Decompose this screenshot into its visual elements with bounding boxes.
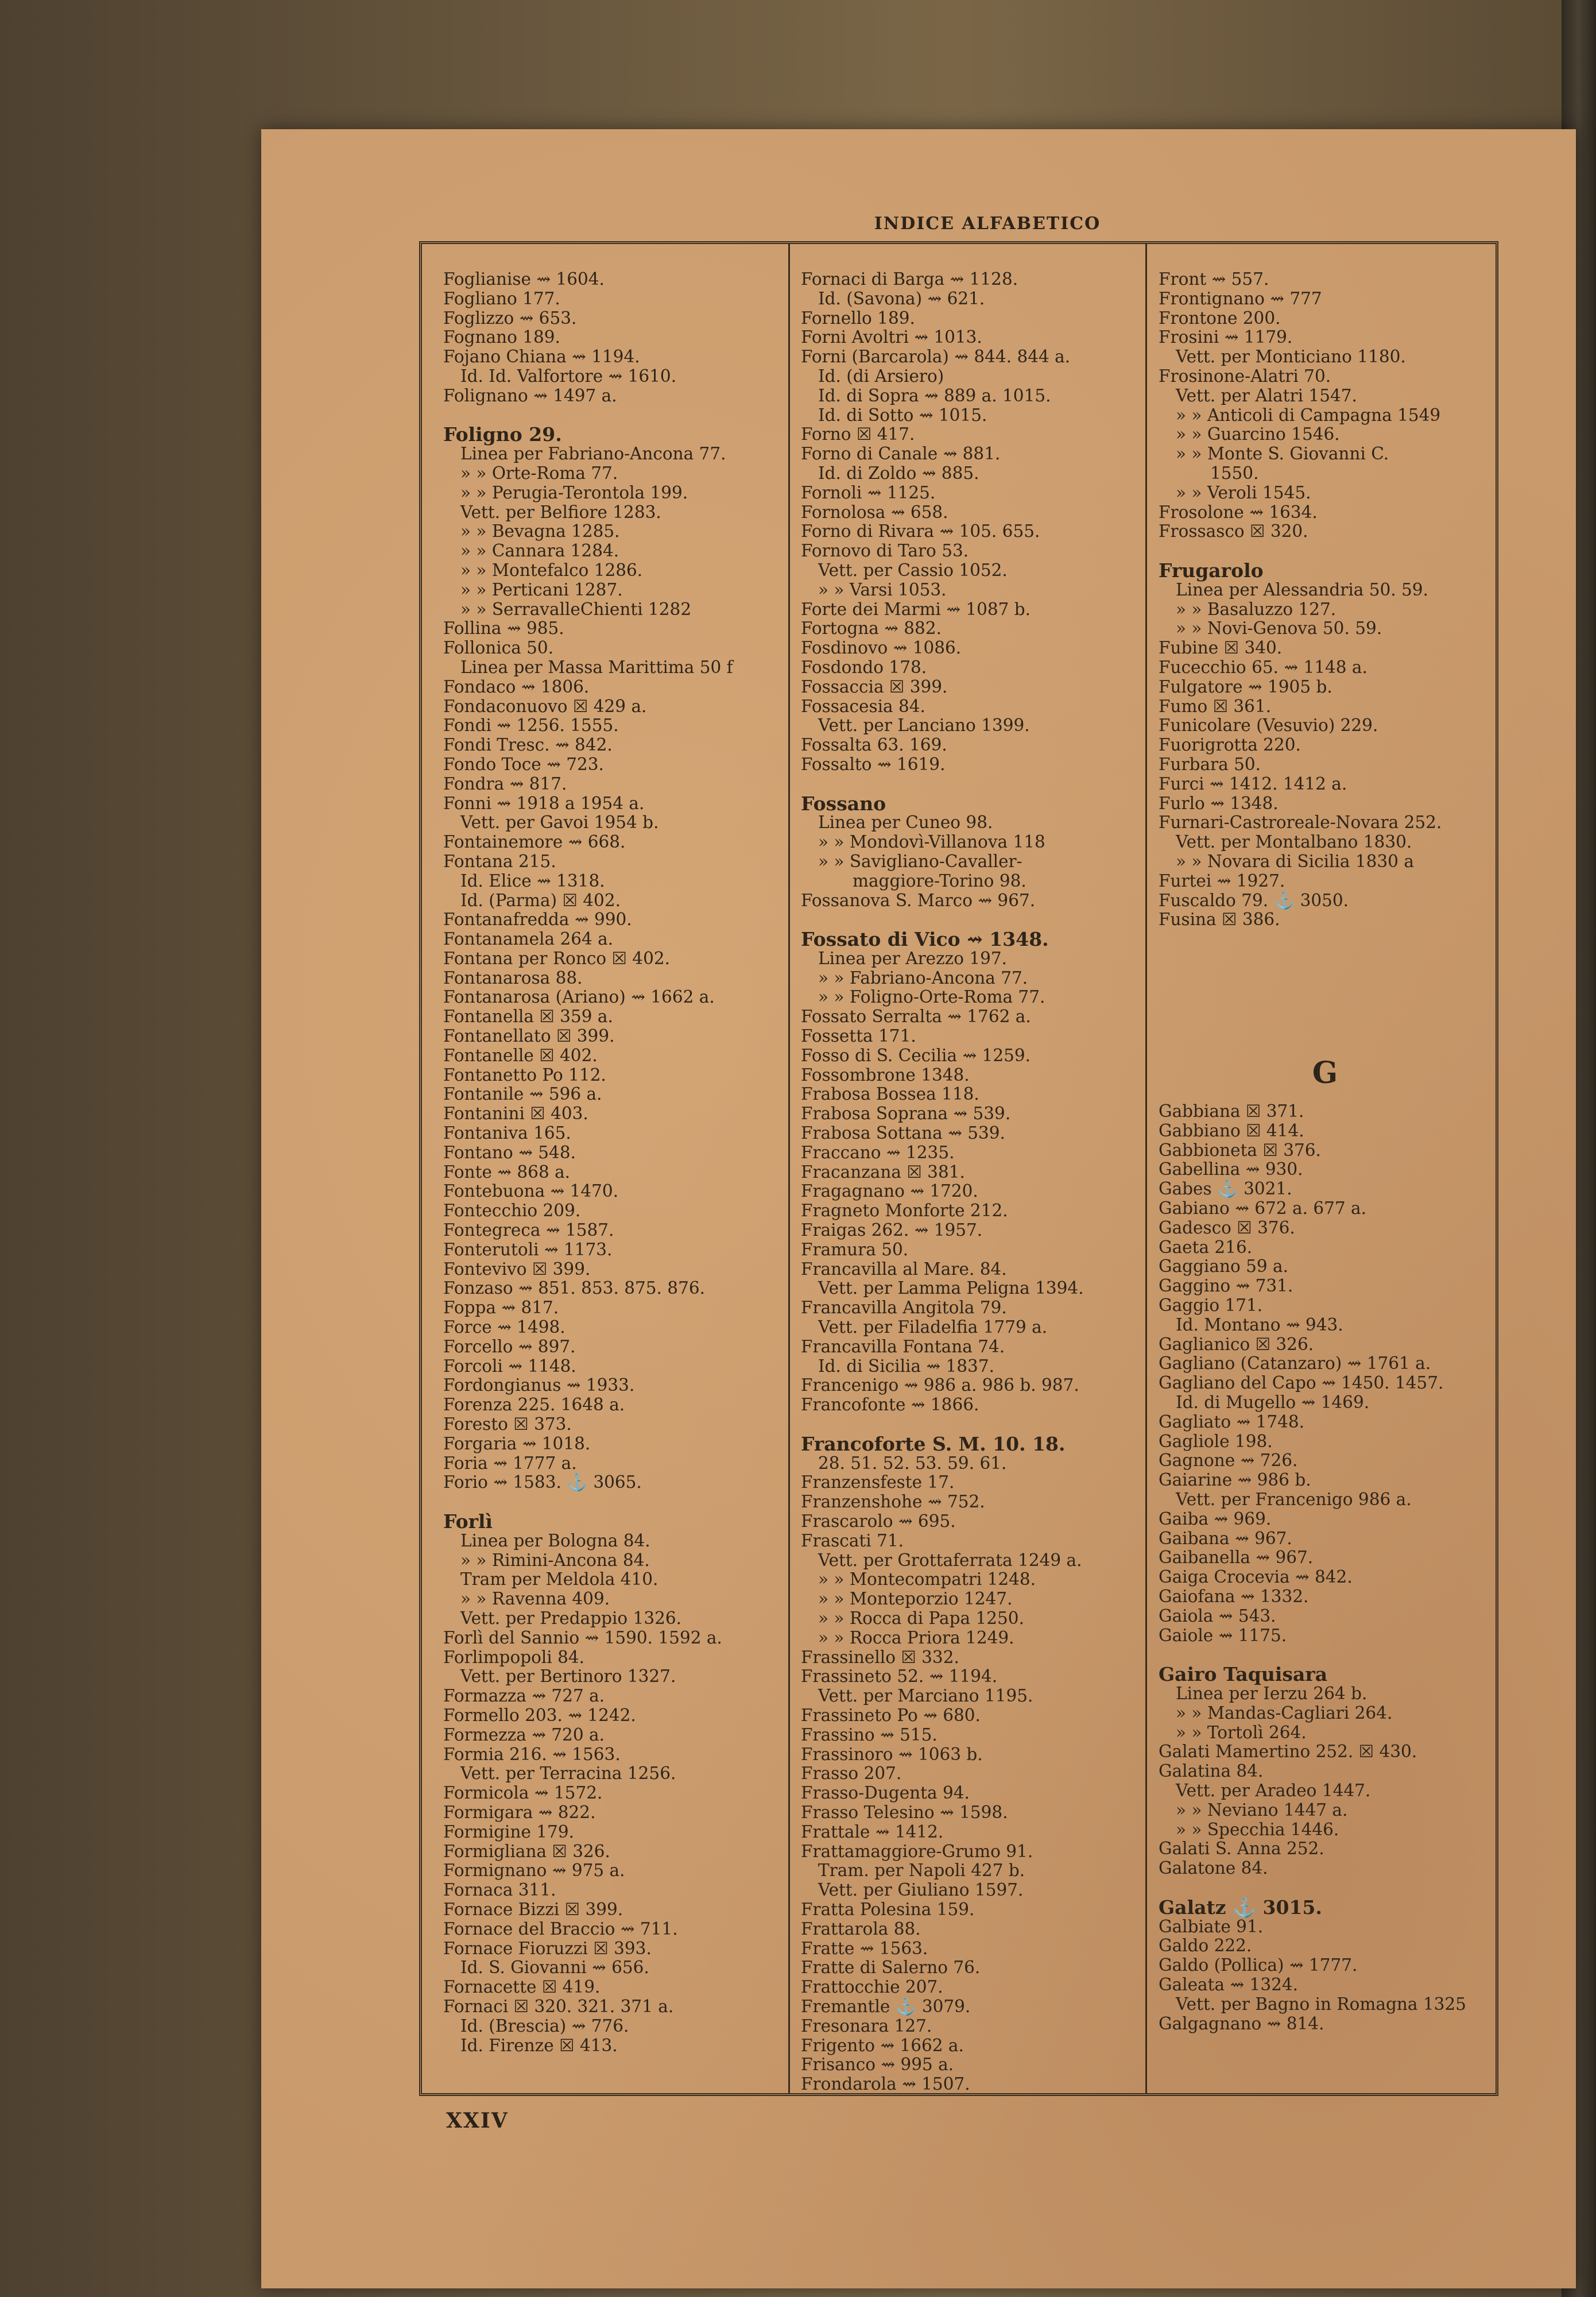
spacer xyxy=(1159,1645,1492,1665)
index-entry: » » Novi-Genova 50. 59. xyxy=(1176,618,1382,639)
index-entry: » » Rocca di Papa 1250. xyxy=(818,1608,1024,1628)
index-entry: Fontebuona ⇝ 1470. xyxy=(443,1181,619,1201)
index-entry: Galatone 84. xyxy=(1159,1858,1268,1878)
index-entry: Id. (di Arsiero) xyxy=(818,366,944,386)
index-entry: Fraigas 262. ⇝ 1957. xyxy=(801,1220,983,1240)
index-entry: Fragneto Monforte 212. xyxy=(801,1201,1008,1221)
index-entry: Vett. per Bagno in Romagna 1325 xyxy=(1176,1994,1466,2014)
index-entry: Fontanarosa (Ariano) ⇝ 1662 a. xyxy=(443,987,715,1007)
index-entry: Formigine 179. xyxy=(443,1822,574,1842)
index-entry: Fontevivo ☒ 399. xyxy=(443,1259,591,1279)
index-column-3 xyxy=(1159,270,1492,2033)
index-entry: Fuscaldo 79. ⚓ 3050. xyxy=(1159,890,1349,910)
index-entry: Fontanamela 264 a. xyxy=(443,929,614,949)
index-entry: Fontano ⇝ 548. xyxy=(443,1142,576,1162)
index-entry: Fosdondo 178. xyxy=(801,657,927,677)
index-entry: Vett. per Alatri 1547. xyxy=(1176,385,1357,405)
index-heading: Frugarolo xyxy=(1159,559,1264,582)
index-entry: Fontanetto Po 112. xyxy=(443,1065,606,1085)
index-entry: » » Mandas-Cagliari 264. xyxy=(1176,1703,1393,1723)
index-entry: Vett. per Lanciano 1399. xyxy=(818,716,1030,736)
index-entry: Fontanile ⇝ 596 a. xyxy=(443,1084,602,1104)
index-entry: Foria ⇝ 1777 a. xyxy=(443,1453,577,1473)
index-entry: » » Montecompatri 1248. xyxy=(818,1569,1036,1590)
index-entry: Fontanafredda ⇝ 990. xyxy=(443,910,632,930)
index-entry: Gagliato ⇝ 1748. xyxy=(1159,1412,1305,1432)
index-entry: Gadesco ☒ 376. xyxy=(1159,1217,1295,1238)
index-entry: Forlimpopoli 84. xyxy=(443,1647,585,1667)
index-entry: Vett. per Francenigo 986 a. xyxy=(1176,1490,1412,1510)
index-entry: » » Tortolì 264. xyxy=(1176,1722,1307,1742)
index-entry: Frattale ⇝ 1412. xyxy=(801,1822,944,1842)
index-entry: Front ⇝ 557. xyxy=(1159,269,1269,289)
index-entry: Foglianise ⇝ 1604. xyxy=(443,269,605,289)
index-entry: Fontanella ☒ 359 a. xyxy=(443,1007,613,1027)
index-entry: Gagliole 198. xyxy=(1159,1431,1273,1451)
index-entry: Gabbiano ☒ 414. xyxy=(1159,1120,1304,1140)
index-entry: Force ⇝ 1498. xyxy=(443,1317,565,1337)
index-entry: Fornaca 311. xyxy=(443,1880,556,1900)
index-entry: » » Neviano 1447 a. xyxy=(1176,1800,1348,1820)
index-entry: Vett. per Lamma Peligna 1394. xyxy=(818,1278,1084,1298)
index-entry: Fosdinovo ⇝ 1086. xyxy=(801,638,962,658)
index-entry: Fornovo di Taro 53. xyxy=(801,541,969,561)
index-entry: Frabosa Bossea 118. xyxy=(801,1084,979,1104)
index-entry: Fumo ☒ 361. xyxy=(1159,696,1272,716)
index-entry: » » Monteporzio 1247. xyxy=(818,1589,1013,1609)
index-entry: Vett. per Marciano 1195. xyxy=(818,1686,1033,1706)
index-entry: 28. 51. 52. 53. 59. 61. xyxy=(818,1453,1007,1473)
index-entry: Id. Id. Valfortore ⇝ 1610. xyxy=(460,366,677,386)
index-entry: Funicolare (Vesuvio) 229. xyxy=(1159,716,1378,736)
index-entry: Tram. per Napoli 427 b. xyxy=(818,1861,1025,1881)
index-entry: Vett. per Belfiore 1283. xyxy=(460,502,661,522)
index-entry: » » Veroli 1545. xyxy=(1176,482,1311,502)
index-entry: Fontanelle ☒ 402. xyxy=(443,1045,598,1065)
index-entry: » » Monte S. Giovanni C. xyxy=(1176,444,1389,464)
index-entry: Id. di Mugello ⇝ 1469. xyxy=(1176,1393,1370,1413)
index-entry: Fogliano 177. xyxy=(443,288,560,308)
index-entry: Fracanzana ☒ 381. xyxy=(801,1162,965,1182)
index-entry: Frontignano ⇝ 777 xyxy=(1159,288,1322,308)
index-entry: Galati Mamertino 252. ☒ 430. xyxy=(1159,1742,1417,1762)
index-entry: Forio ⇝ 1583. ⚓ 3065. xyxy=(443,1472,642,1492)
index-heading: Gairo Taquisara xyxy=(1159,1663,1328,1686)
section-letter: G xyxy=(1312,1055,1338,1091)
index-entry: Forlì del Sannio ⇝ 1590. 1592 a. xyxy=(443,1627,722,1648)
index-entry: Gabbioneta ☒ 376. xyxy=(1159,1140,1321,1160)
index-entry: Fontanini ☒ 403. xyxy=(443,1104,588,1124)
index-entry: Fonte ⇝ 868 a. xyxy=(443,1162,571,1182)
index-entry: Fordongianus ⇝ 1933. xyxy=(443,1375,635,1395)
index-entry: » » Savigliano-Cavaller- xyxy=(818,851,1022,871)
index-entry: » » Guarcino 1546. xyxy=(1176,424,1340,444)
index-entry: Fornace del Braccio ⇝ 711. xyxy=(443,1919,678,1939)
index-entry: Frosini ⇝ 1179. xyxy=(1159,327,1293,347)
index-entry: Gaiola ⇝ 543. xyxy=(1159,1606,1276,1626)
index-entry: Frattocchie 207. xyxy=(801,1977,943,1997)
index-entry: » » Ravenna 409. xyxy=(460,1589,610,1609)
index-entry: » » Varsi 1053. xyxy=(818,579,947,600)
index-entry: Gaibanella ⇝ 967. xyxy=(1159,1548,1314,1568)
index-entry: Gagliano del Capo ⇝ 1450. 1457. xyxy=(1159,1373,1444,1393)
index-entry: Galbiate 91. xyxy=(1159,1916,1264,1936)
index-entry: Galdo (Pollica) ⇝ 1777. xyxy=(1159,1955,1358,1975)
index-entry: 1550. xyxy=(1210,463,1259,483)
index-entry: maggiore-Torino 98. xyxy=(853,871,1026,891)
index-entry: Frascarolo ⇝ 695. xyxy=(801,1511,956,1531)
index-entry: Id. di Sopra ⇝ 889 a. 1015. xyxy=(818,385,1051,405)
index-entry: Fornello 189. xyxy=(801,308,915,328)
index-entry: Frabosa Sottana ⇝ 539. xyxy=(801,1123,1005,1143)
index-entry: Fuorigrotta 220. xyxy=(1159,735,1301,755)
index-entry: » » Orte-Roma 77. xyxy=(460,463,618,483)
index-heading: Galatz ⚓ 3015. xyxy=(1159,1896,1322,1919)
index-entry: Galgagnano ⇝ 814. xyxy=(1159,2013,1324,2033)
index-entry: Linea per Arezzo 197. xyxy=(818,948,1008,968)
index-entry: Francofonte ⇝ 1866. xyxy=(801,1395,979,1415)
index-entry: Fossetta 171. xyxy=(801,1026,916,1046)
column-divider xyxy=(788,244,790,2093)
index-entry: Vett. per Grottaferrata 1249 a. xyxy=(818,1550,1082,1570)
index-entry: Fornaci ☒ 320. 321. 371 a. xyxy=(443,1996,674,2016)
index-entry: » » Foligno-Orte-Roma 77. xyxy=(818,987,1045,1007)
index-entry: Framura 50. xyxy=(801,1239,909,1259)
index-entry: Frossasco ☒ 320. xyxy=(1159,521,1308,542)
index-entry: Fratte di Salerno 76. xyxy=(801,1958,981,1978)
index-entry: Fontainemore ⇝ 668. xyxy=(443,832,626,852)
index-entry: Gabellina ⇝ 930. xyxy=(1159,1159,1303,1180)
index-entry: Fubine ☒ 340. xyxy=(1159,638,1283,658)
index-entry: Fratta Polesina 159. xyxy=(801,1899,975,1919)
index-entry: Formignano ⇝ 975 a. xyxy=(443,1861,625,1881)
index-entry: Fondra ⇝ 817. xyxy=(443,774,567,794)
index-entry: Foglizzo ⇝ 653. xyxy=(443,308,577,328)
index-entry: Id. S. Giovanni ⇝ 656. xyxy=(460,1958,649,1978)
index-entry: Gaibana ⇝ 967. xyxy=(1159,1528,1292,1548)
index-entry: Vett. per Bertinoro 1327. xyxy=(460,1666,676,1687)
index-entry: Fusina ☒ 386. xyxy=(1159,910,1280,930)
index-entry: Frosinone-Alatri 70. xyxy=(1159,366,1331,386)
index-entry: Linea per Cuneo 98. xyxy=(818,813,993,833)
index-entry: Linea per Bologna 84. xyxy=(460,1530,650,1550)
index-entry: Frassineto Po ⇝ 680. xyxy=(801,1705,981,1725)
index-entry: Id. (Parma) ☒ 402. xyxy=(460,890,621,910)
index-entry: Tram per Meldola 410. xyxy=(460,1569,658,1590)
index-entry: Fontanellato ☒ 399. xyxy=(443,1026,615,1046)
index-entry: » » Novara di Sicilia 1830 a xyxy=(1176,851,1414,871)
index-entry: Formigliana ☒ 326. xyxy=(443,1841,610,1861)
index-entry: Francavilla Fontana 74. xyxy=(801,1336,1005,1356)
index-entry: Fondi Tresc. ⇝ 842. xyxy=(443,735,613,755)
index-entry: Follina ⇝ 985. xyxy=(443,618,564,639)
index-entry: Id. di Zoldo ⇝ 885. xyxy=(818,463,979,483)
index-entry: Fornolosa ⇝ 658. xyxy=(801,502,948,522)
index-entry: Fucecchio 65. ⇝ 1148 a. xyxy=(1159,657,1368,677)
index-entry: Gaggio 171. xyxy=(1159,1296,1263,1316)
index-entry: Forenza 225. 1648 a. xyxy=(443,1395,625,1415)
index-entry: Forte dei Marmi ⇝ 1087 b. xyxy=(801,599,1031,619)
index-entry: Vett. per Terracina 1256. xyxy=(460,1764,676,1784)
index-entry: Id. Firenze ☒ 413. xyxy=(460,2035,618,2055)
index-entry: Forcello ⇝ 897. xyxy=(443,1336,576,1356)
index-entry: Frassinello ☒ 332. xyxy=(801,1647,959,1667)
index-entry: Foppa ⇝ 817. xyxy=(443,1298,559,1318)
index-entry: Fontaniva 165. xyxy=(443,1123,571,1143)
index-entry: Fonzaso ⇝ 851. 853. 875. 876. xyxy=(443,1278,705,1298)
index-entry: Id. Elice ⇝ 1318. xyxy=(460,871,605,891)
index-entry: Galatina 84. xyxy=(1159,1761,1264,1781)
index-entry: Id. di Sicilia ⇝ 1837. xyxy=(818,1356,994,1376)
spacer xyxy=(1159,1878,1492,1898)
index-entry: Formicola ⇝ 1572. xyxy=(443,1783,603,1803)
index-entry: Frontone 200. xyxy=(1159,308,1281,328)
index-entry: Frasso-Dugenta 94. xyxy=(801,1783,970,1803)
index-entry: » » Montefalco 1286. xyxy=(460,560,643,580)
index-entry: Fondaco ⇝ 1806. xyxy=(443,676,590,697)
index-entry: » » Anticoli di Campagna 1549 xyxy=(1176,405,1441,425)
index-entry: » » Cannara 1284. xyxy=(460,541,619,561)
index-entry: Franzenshohe ⇝ 752. xyxy=(801,1492,985,1512)
index-entry: Forno di Canale ⇝ 881. xyxy=(801,444,1001,464)
index-entry: Id. di Sotto ⇝ 1015. xyxy=(818,405,987,425)
index-entry: Formezza ⇝ 720 a. xyxy=(443,1724,605,1745)
index-entry: Forno di Rivara ⇝ 105. 655. xyxy=(801,521,1040,542)
index-entry: Fornacette ☒ 419. xyxy=(443,1977,601,1997)
index-entry: Fossalto ⇝ 1619. xyxy=(801,754,946,774)
index-entry: Formazza ⇝ 727 a. xyxy=(443,1686,605,1706)
index-entry: Foresto ☒ 373. xyxy=(443,1414,572,1434)
index-entry: » » SerravalleChienti 1282 xyxy=(460,599,692,619)
index-entry: Furtei ⇝ 1927. xyxy=(1159,871,1285,891)
index-entry: Fornoli ⇝ 1125. xyxy=(801,482,936,502)
index-entry: Linea per Massa Marittima 50 f xyxy=(460,657,733,677)
index-entry: Fremantle ⚓ 3079. xyxy=(801,1996,971,2016)
index-entry: Vett. per Filadelfia 1779 a. xyxy=(818,1317,1048,1337)
index-entry: Frattarola 88. xyxy=(801,1919,921,1939)
index-entry: Vett. per Montalbano 1830. xyxy=(1176,832,1412,852)
index-entry: Furbara 50. xyxy=(1159,754,1261,774)
index-entry: Vett. per Gavoi 1954 b. xyxy=(460,813,659,833)
index-entry: Fossaccia ☒ 399. xyxy=(801,676,948,697)
index-entry: Formigara ⇝ 822. xyxy=(443,1802,596,1822)
index-heading: Foligno 29. xyxy=(443,423,562,446)
index-entry: Fragagnano ⇝ 1720. xyxy=(801,1181,978,1201)
index-entry: Fojano Chiana ⇝ 1194. xyxy=(443,347,640,367)
index-entry: » » Basaluzzo 127. xyxy=(1176,599,1337,619)
index-entry: Frassino ⇝ 515. xyxy=(801,1724,938,1745)
page-number: XXIV xyxy=(446,2109,509,2133)
index-entry: Fondi ⇝ 1256. 1555. xyxy=(443,716,619,736)
index-entry: Fonterutoli ⇝ 1173. xyxy=(443,1239,613,1259)
index-entry: Fossalta 63. 169. xyxy=(801,735,947,755)
index-entry: Frigento ⇝ 1662 a. xyxy=(801,2035,964,2055)
index-entry: Formia 216. ⇝ 1563. xyxy=(443,1744,621,1764)
column-divider xyxy=(1145,244,1147,2093)
index-entry: Franzensfeste 17. xyxy=(801,1472,955,1492)
index-entry: Gaglianico ☒ 326. xyxy=(1159,1334,1314,1354)
index-entry: Vett. per Monticiano 1180. xyxy=(1176,347,1406,367)
index-entry: Fosso di S. Cecilia ⇝ 1259. xyxy=(801,1045,1031,1065)
index-entry: Fortogna ⇝ 882. xyxy=(801,618,942,639)
index-entry: Galdo 222. xyxy=(1159,1936,1252,1956)
index-entry: Fontegreca ⇝ 1587. xyxy=(443,1220,614,1240)
index-entry: » » Rocca Priora 1249. xyxy=(818,1627,1014,1648)
index-entry: Frassinoro ⇝ 1063 b. xyxy=(801,1744,983,1764)
index-heading: Fossato di Vico ⇝ 1348. xyxy=(801,928,1049,951)
page-header: INDICE ALFABETICO xyxy=(874,214,1101,234)
index-entry: Forni Avoltri ⇝ 1013. xyxy=(801,327,982,347)
index-entry: Frosolone ⇝ 1634. xyxy=(1159,502,1318,522)
index-entry: Frabosa Soprana ⇝ 539. xyxy=(801,1104,1011,1124)
index-entry: Id. (Savona) ⇝ 621. xyxy=(818,288,985,308)
index-entry: Fossombrone 1348. xyxy=(801,1065,970,1085)
index-entry: » » Mondovì-Villanova 118 xyxy=(818,832,1045,852)
index-entry: Gabiano ⇝ 672 a. 677 a. xyxy=(1159,1198,1366,1219)
index-entry: Fognano 189. xyxy=(443,327,560,347)
index-entry: Fornace Bizzi ☒ 399. xyxy=(443,1899,623,1919)
index-entry: Frisanco ⇝ 995 a. xyxy=(801,2055,954,2075)
spacer xyxy=(801,775,1145,794)
index-entry: Frattamaggiore-Grumo 91. xyxy=(801,1841,1033,1861)
index-entry: Vett. per Cassio 1052. xyxy=(818,560,1008,580)
index-entry: Gabbiana ☒ 371. xyxy=(1159,1101,1304,1122)
index-entry: Gaiarine ⇝ 986 b. xyxy=(1159,1470,1311,1490)
spacer xyxy=(801,1415,1145,1434)
index-entry: » » Fabriano-Ancona 77. xyxy=(818,968,1028,988)
index-entry: Francavilla al Mare. 84. xyxy=(801,1259,1007,1279)
index-column-1 xyxy=(443,270,782,2055)
index-entry: Furnari-Castroreale-Novara 252. xyxy=(1159,813,1442,833)
index-entry: Fornace Fioruzzi ☒ 393. xyxy=(443,1938,652,1958)
index-entry: Formello 203. ⇝ 1242. xyxy=(443,1705,636,1725)
index-entry: Frascati 71. xyxy=(801,1530,904,1550)
index-entry: Forno ☒ 417. xyxy=(801,424,915,444)
index-entry: Gagliano (Catanzaro) ⇝ 1761 a. xyxy=(1159,1354,1431,1374)
index-entry: Fontecchio 209. xyxy=(443,1201,581,1221)
index-entry: Furci ⇝ 1412. 1412 a. xyxy=(1159,774,1347,794)
index-entry: Vett. per Giuliano 1597. xyxy=(818,1880,1024,1900)
index-entry: Fondo Toce ⇝ 723. xyxy=(443,754,604,774)
index-entry: Galeata ⇝ 1324. xyxy=(1159,1974,1299,1994)
index-entry: Fontana per Ronco ☒ 402. xyxy=(443,948,670,968)
spacer xyxy=(801,910,1145,930)
index-entry: » » Rimini-Ancona 84. xyxy=(460,1550,650,1570)
index-entry: Fraccano ⇝ 1235. xyxy=(801,1142,955,1162)
index-entry: Gaiole ⇝ 1175. xyxy=(1159,1625,1287,1645)
index-entry: Frondarola ⇝ 1507. xyxy=(801,2074,970,2094)
spacer xyxy=(1159,542,1492,561)
spacer xyxy=(443,1492,782,1512)
index-entry: Frasso Telesino ⇝ 1598. xyxy=(801,1802,1008,1822)
index-heading: Forlì xyxy=(443,1510,493,1533)
index-entry: Gaiba ⇝ 969. xyxy=(1159,1509,1272,1529)
index-entry: Fratte ⇝ 1563. xyxy=(801,1938,928,1958)
index-entry: Forcoli ⇝ 1148. xyxy=(443,1356,576,1376)
index-entry: Gabes ⚓ 3021. xyxy=(1159,1179,1292,1199)
index-entry: Fossato Serralta ⇝ 1762 a. xyxy=(801,1007,1031,1027)
index-entry: Furlo ⇝ 1348. xyxy=(1159,793,1279,813)
index-entry: Fonni ⇝ 1918 a 1954 a. xyxy=(443,793,645,813)
index-entry: Gaeta 216. xyxy=(1159,1237,1253,1257)
index-entry: Fulgatore ⇝ 1905 b. xyxy=(1159,676,1332,697)
index-entry: Gaiofana ⇝ 1332. xyxy=(1159,1587,1309,1607)
index-entry: Id. Montano ⇝ 943. xyxy=(1176,1314,1343,1335)
index-entry: Id. (Brescia) ⇝ 776. xyxy=(460,2016,629,2036)
index-heading: Fossano xyxy=(801,792,886,815)
index-entry: Gaggino ⇝ 731. xyxy=(1159,1276,1293,1296)
index-entry: Linea per Ierzu 264 b. xyxy=(1176,1684,1368,1703)
index-entry: Fossacesia 84. xyxy=(801,696,925,716)
index-entry: Fresonara 127. xyxy=(801,2016,932,2036)
index-column-2 xyxy=(801,270,1145,2094)
spacer xyxy=(443,406,782,426)
index-entry: Fossanova S. Marco ⇝ 967. xyxy=(801,890,1036,910)
index-entry: Gagnone ⇝ 726. xyxy=(1159,1451,1298,1471)
index-entry: » » Perugia-Terontola 199. xyxy=(460,482,688,502)
index-entry: Fondaconuovo ☒ 429 a. xyxy=(443,696,647,716)
index-entry: Vett. per Predappio 1326. xyxy=(460,1608,682,1628)
index-entry: Forgaria ⇝ 1018. xyxy=(443,1433,591,1453)
index-entry: Galati S. Anna 252. xyxy=(1159,1839,1324,1859)
index-heading: Francoforte S. M. 10. 18. xyxy=(801,1432,1066,1455)
index-entry: Frassineto 52. ⇝ 1194. xyxy=(801,1666,998,1687)
index-entry: Gaggiano 59 a. xyxy=(1159,1256,1288,1277)
index-entry: » » Specchia 1446. xyxy=(1176,1819,1339,1839)
index-entry: Fontana 215. xyxy=(443,851,556,871)
index-entry: Linea per Fabriano-Ancona 77. xyxy=(460,444,726,464)
index-entry: Fornaci di Barga ⇝ 1128. xyxy=(801,269,1018,289)
index-entry: Vett. per Aradeo 1447. xyxy=(1176,1780,1371,1800)
index-entry: Forni (Barcarola) ⇝ 844. 844 a. xyxy=(801,347,1071,367)
index-entry: Fontanarosa 88. xyxy=(443,968,583,988)
index-entry: Linea per Alessandria 50. 59. xyxy=(1176,579,1428,600)
index-entry: Frasso 207. xyxy=(801,1764,902,1784)
index-entry: Francenigo ⇝ 986 a. 986 b. 987. xyxy=(801,1375,1079,1395)
index-entry: » » Bevagna 1285. xyxy=(460,521,620,542)
index-entry: Gaiga Crocevia ⇝ 842. xyxy=(1159,1567,1353,1587)
index-entry: Francavilla Angitola 79. xyxy=(801,1298,1007,1318)
index-entry: » » Perticani 1287. xyxy=(460,579,623,600)
index-entry: Follonica 50. xyxy=(443,638,554,658)
index-entry: Folignano ⇝ 1497 a. xyxy=(443,385,617,405)
